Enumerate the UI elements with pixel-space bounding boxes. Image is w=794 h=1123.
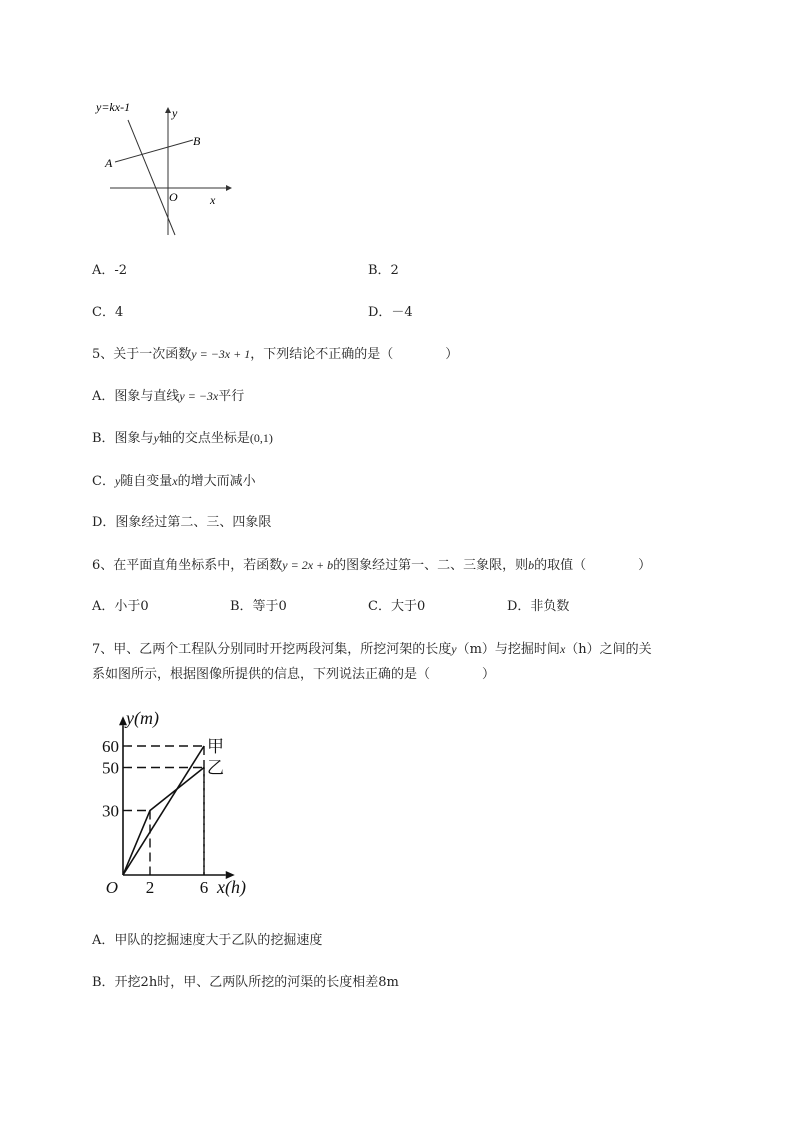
q5-b-mid: 轴的交点坐标是 — [158, 431, 250, 446]
q5-stem-suffix: ，下列结论不正确的是（ ） — [250, 347, 459, 362]
point-a-label: A — [105, 156, 113, 170]
q6-option-b: B．等于0 — [230, 599, 287, 614]
y-tick-label: 50 — [102, 758, 119, 778]
q6-option-a: A．小于0 — [92, 599, 149, 614]
figure-linear-function — [90, 95, 240, 245]
q5-stem-math: y = −3x + 1 — [191, 347, 251, 361]
q5-c-suffix: 的增大而减小 — [177, 474, 256, 489]
q5-a-suffix: 平行 — [218, 389, 245, 404]
x-axis-label: x — [210, 193, 216, 207]
q6-option-c: C．大于0 — [368, 599, 426, 614]
q6-stem-math: y = 2x + b — [282, 558, 334, 572]
q7-option-a: A．甲队的挖掘速度大于乙队的挖掘速度 — [92, 933, 323, 948]
point-b-label: B — [193, 134, 201, 148]
q5-a-math: y = −3x — [179, 389, 219, 403]
x-axis-arrow — [226, 185, 232, 191]
x-axis-title: x(h) — [217, 877, 246, 897]
q6-stem-math2: b — [528, 558, 535, 572]
q7-line1-suffix: （h）之间的关 — [565, 642, 652, 657]
series-label-2: 乙 — [207, 758, 224, 778]
q7-line1-math2: x — [559, 642, 566, 656]
q7-line1-prefix: 7、甲、乙两个工程队分别同时开挖两段河集，所挖河架的长度 — [92, 642, 452, 657]
line-ab — [115, 140, 193, 162]
y-tick-label: 60 — [102, 737, 119, 756]
y-axis-label: y — [172, 106, 178, 120]
q5-b-prefix: B．图象与 — [92, 431, 154, 446]
q5-c-mid: 随自变量 — [120, 474, 173, 489]
origin-label: O — [105, 878, 118, 897]
q5-option-a — [92, 388, 244, 405]
origin-label: O — [169, 190, 178, 204]
q5-c-math1: y — [114, 474, 121, 488]
q5-option-b — [92, 430, 273, 447]
q7-stem-line2: 系如图所示，根据图像所提供的信息，下列说法正确的是（ ） — [92, 667, 496, 682]
q4-option-c: C．4 — [92, 305, 124, 320]
q5-c-prefix: C． — [92, 474, 115, 489]
q5-option-d: D．图象经过第二、三、四象限 — [92, 515, 272, 530]
q7-chart — [92, 700, 312, 905]
q5-b-math1: y — [153, 431, 159, 445]
series-line-1 — [123, 746, 204, 875]
y-axis-arrow — [165, 107, 171, 113]
y-axis-title: y(m) — [126, 708, 159, 728]
q5-stem — [92, 346, 458, 363]
series-label-1: 甲 — [207, 737, 224, 756]
q5-c-math2: x — [172, 474, 178, 488]
q7-line1-mid: （m）与挖掘时间 — [456, 642, 560, 657]
q5-a-prefix: A．图象与直线 — [92, 389, 180, 404]
q5-stem-prefix: 5、关于一次函数 — [92, 347, 192, 362]
line-label: y=kx-1 — [96, 100, 131, 114]
q6-stem — [92, 557, 651, 574]
q4-option-a: A．-2 — [92, 263, 128, 278]
q5-b-math2: (0,1) — [249, 431, 273, 445]
q7-line1-math1: y — [451, 642, 457, 656]
series-line-2 — [123, 768, 204, 876]
y-tick-label: 30 — [102, 801, 119, 821]
q5-option-c — [92, 473, 256, 490]
q6-option-d: D．非负数 — [507, 599, 570, 614]
x-tick-label: 6 — [199, 878, 209, 897]
q7-stem-line1 — [92, 641, 652, 658]
q6-stem-prefix: 6、在平面直角坐标系中，若函数 — [92, 558, 283, 573]
q7-option-b: B．开挖2h时，甲、乙两队所挖的河渠的长度相差8m — [92, 975, 399, 990]
q6-stem-mid: 的图象经过第一、二、三象限，则 — [333, 558, 529, 573]
q6-stem-suffix: 的取值（ ） — [534, 558, 652, 573]
x-tick-label: 2 — [145, 878, 155, 897]
q4-option-d: D．－4 — [368, 305, 413, 320]
q4-option-b: B．2 — [368, 263, 399, 278]
